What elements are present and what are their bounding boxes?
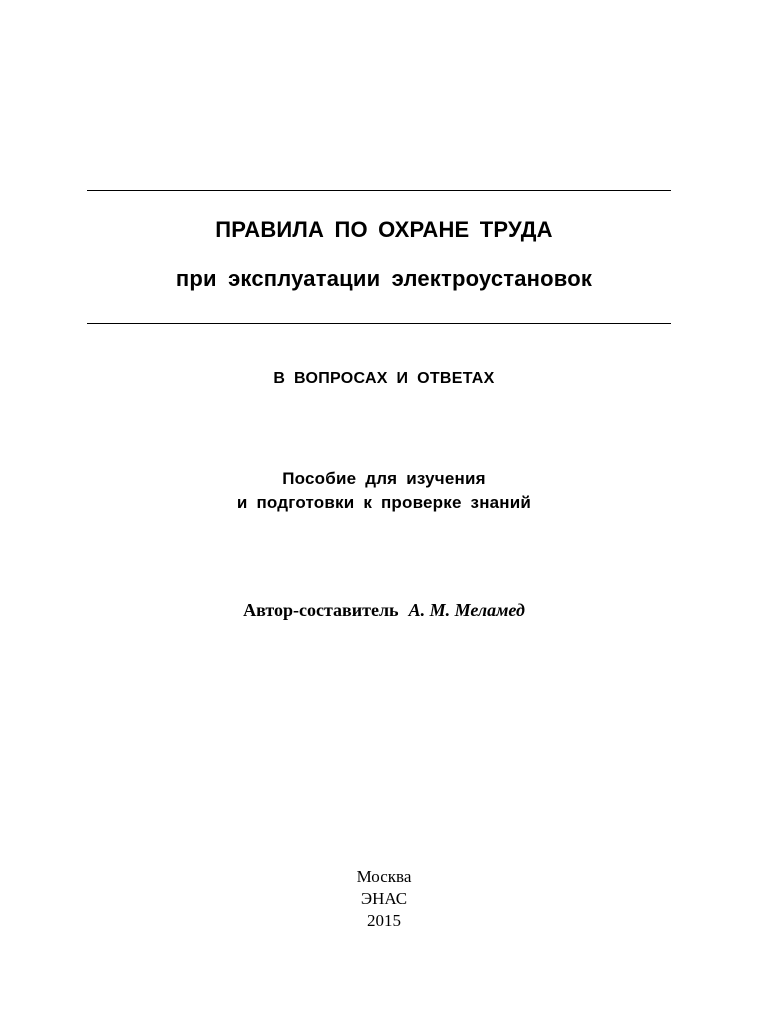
author-name: А. М. Меламед bbox=[408, 600, 525, 620]
bottom-divider bbox=[87, 323, 671, 324]
purpose-line-1: Пособие для изучения bbox=[282, 469, 486, 488]
series-label: В ВОПРОСАХ И ОТВЕТАХ bbox=[273, 370, 495, 387]
purpose-line-2: и подготовки к проверке знаний bbox=[236, 493, 532, 512]
imprint-city: Москва bbox=[356, 867, 412, 886]
author-line bbox=[0, 598, 768, 622]
imprint-year: 2015 bbox=[367, 911, 401, 930]
imprint-publisher: ЭНАС bbox=[360, 889, 408, 908]
book-title: ПРАВИЛА ПО ОХРАНЕ ТРУДА bbox=[215, 217, 553, 242]
top-divider bbox=[87, 190, 671, 191]
book-subtitle: при эксплуатации электроустановок bbox=[175, 266, 593, 291]
author-role: Автор-составитель bbox=[243, 600, 399, 620]
